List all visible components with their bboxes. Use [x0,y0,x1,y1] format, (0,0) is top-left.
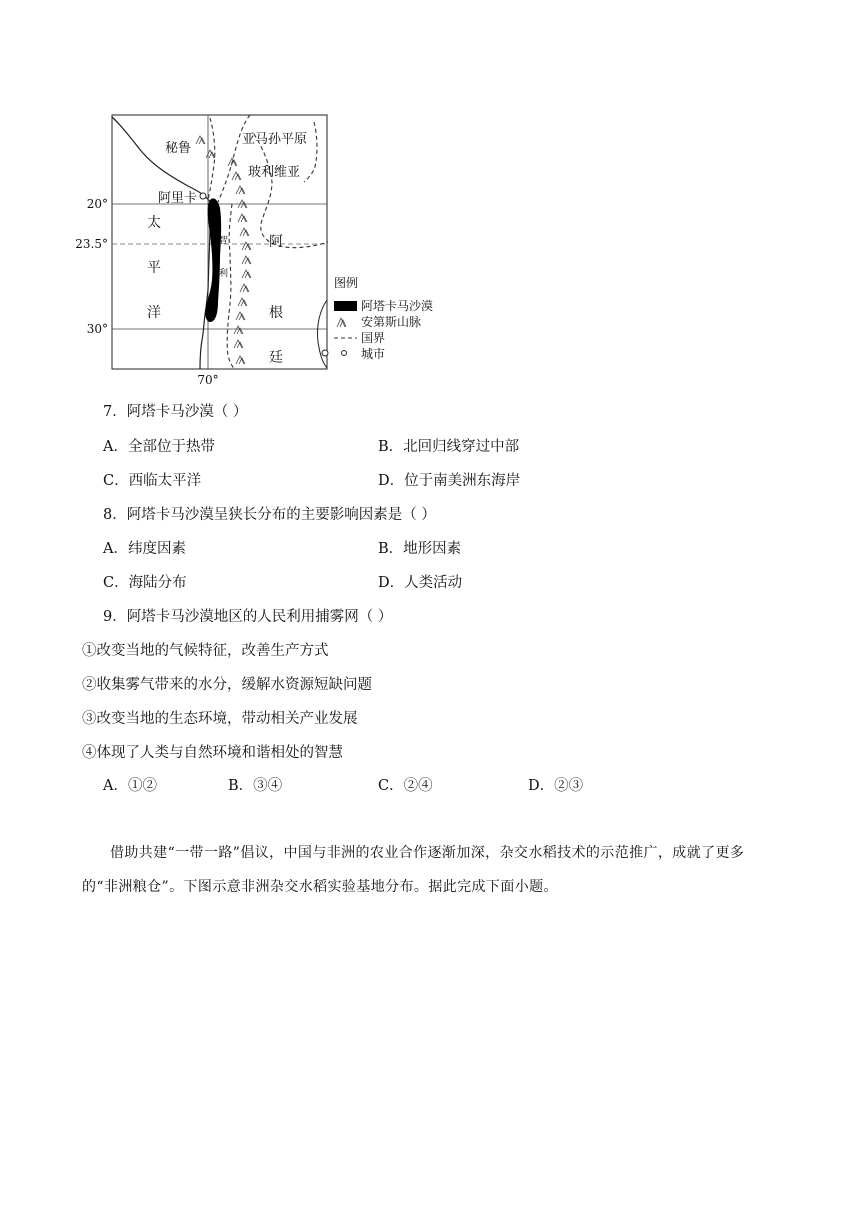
legend-andes: 安第斯山脉 [361,315,422,329]
map-legend [334,275,433,361]
andes-mountain-mark [241,216,247,222]
q7-option-a[interactable]: A．全部位于热带 [103,439,215,455]
andes-mountain-mark [241,202,247,208]
andes-mountain-mark [239,358,245,364]
label-arg-3: 廷 [269,350,283,366]
q8-option-c[interactable]: C．海陆分布 [103,575,187,591]
legend-border: 国界 [361,331,386,345]
q8-stem: 8．阿塔卡马沙漠呈狭长分布的主要影响因素是（ ） [103,507,436,523]
andes-mountain-mark [199,138,205,144]
label-arica: 阿里卡 [158,191,198,206]
q7-option-c[interactable]: C．西临太平洋 [103,473,202,489]
q7-option-d[interactable]: D．位于南美洲东海岸 [378,473,521,489]
label-peru: 秘鲁 [165,141,192,156]
label-amazon: 亚马孙平原 [242,132,308,147]
andes-mountain-mark [243,230,249,236]
legend-title: 图例 [334,276,359,290]
q9-option-d[interactable]: D．②③ [528,778,584,794]
q8-option-b[interactable]: B．地形因素 [378,541,462,557]
andes-mountain-mark [245,272,251,278]
andes-mountain-mark [245,258,251,264]
andes-mountain-mark [241,300,247,306]
passage-line-1: 借助共建“一带一路”倡议，中国与非洲的农业合作逐渐加深，杂交水稻技术的示范推广，成就了更多 [110,845,745,861]
legend-desert: 阿塔卡马沙漠 [361,299,434,313]
andes-mountain-mark [245,244,251,250]
q7-stem: 7．阿塔卡马沙漠（ ） [103,404,248,420]
andes-mountain-mark [239,314,245,320]
arica-city-dot [200,193,206,199]
q8-option-d[interactable]: D．人类活动 [378,575,463,591]
q9-option-a[interactable]: A．①② [103,778,157,794]
andes-mountain-mark [235,174,241,180]
label-chile-1: 智 [219,236,229,246]
label-bolivia: 玻利维亚 [248,165,301,180]
lat-label-23: 23.5° [75,237,108,251]
q9-stem: 9．阿塔卡马沙漠地区的人民利用捕雾网（ ） [103,609,393,625]
label-pacific-1: 太 [147,215,161,231]
atacama-map [75,110,442,388]
q8-option-a[interactable]: A．纬度因素 [103,541,186,557]
andes-mountain-mark [237,342,243,348]
coastline [112,117,212,369]
map-svg [75,110,442,388]
legend-city-dot [342,351,347,356]
legend-city: 城市 [361,347,386,361]
passage-line-2: 的“非洲粮仓”。下图示意非洲杂交水稻实验基地分布。据此完成下面小题。 [82,879,558,895]
label-pacific-2: 平 [147,260,161,276]
label-pacific-3: 洋 [147,305,161,321]
andes-mountain-mark [209,152,215,158]
q9-statement-1: ①改变当地的气候特征，改善生产方式 [82,643,329,659]
passage [82,836,772,904]
lon-label-70: 70° [197,373,219,387]
legend-desert-swatch [334,301,357,311]
andes-mountain-mark [239,188,245,194]
andes-symbols [196,136,251,364]
legend-andes-icon [337,318,346,327]
q9-option-b[interactable]: B．③④ [228,778,283,794]
andes-mountain-mark [243,286,249,292]
label-chile-2: 利 [219,269,229,279]
lat-label-20: 20° [86,197,108,211]
q9-statement-2: ②收集雾气带来的水分，缓解水资源短缺问题 [82,677,372,693]
q9-statement-4: ④体现了人类与自然环境和谐相处的智慧 [82,745,343,761]
q9-statement-3: ③改变当地的生态环境，带动相关产业发展 [82,711,358,727]
q9-option-c[interactable]: C．②④ [378,778,433,794]
label-arg-2: 根 [269,305,283,321]
q7-option-b[interactable]: B．北回归线穿过中部 [378,439,520,455]
lat-label-30: 30° [86,322,108,336]
label-arg-1: 阿 [269,234,283,250]
